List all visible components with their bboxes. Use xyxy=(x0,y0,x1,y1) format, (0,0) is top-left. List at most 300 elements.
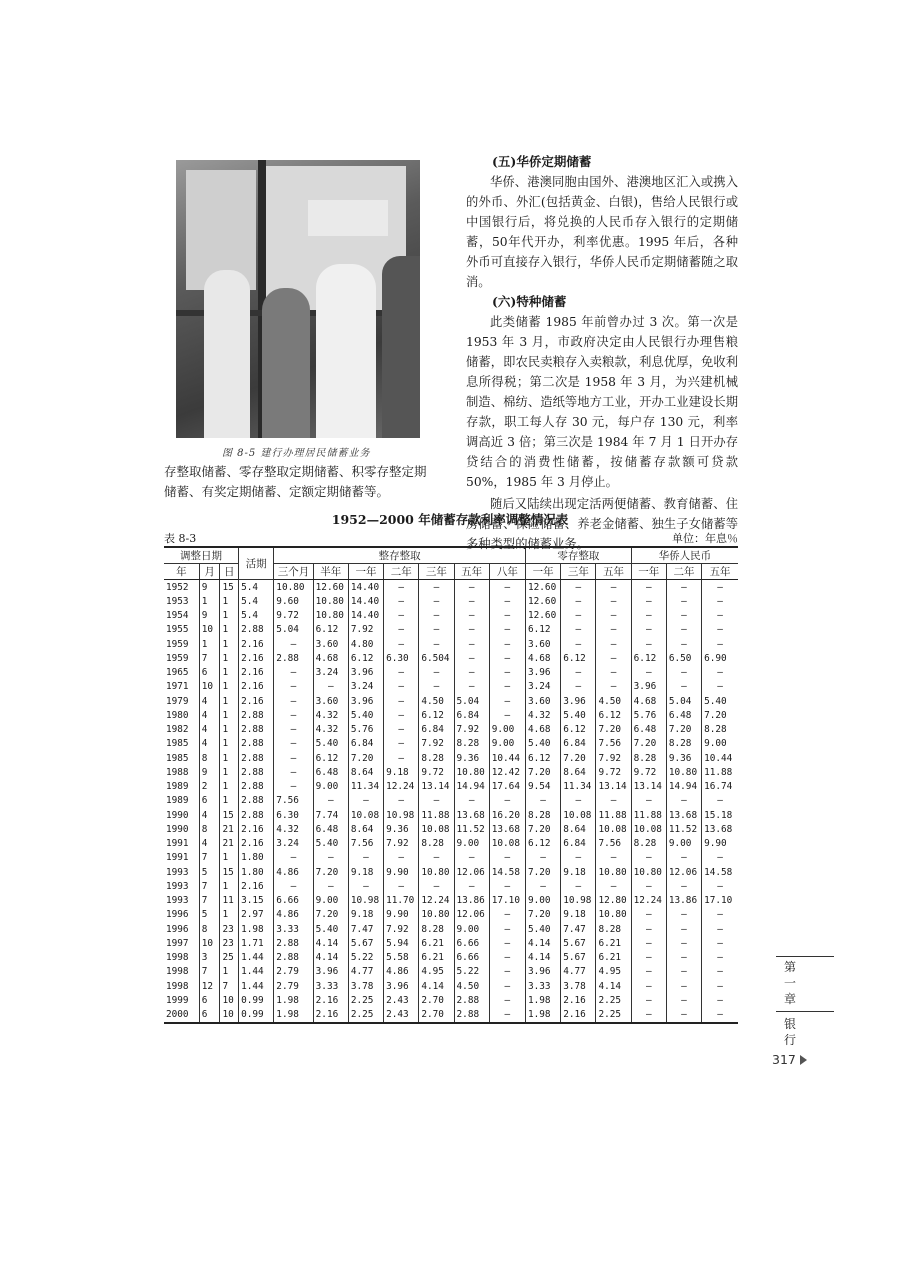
table-cell: 6 xyxy=(199,993,220,1007)
table-cell: — xyxy=(702,922,738,936)
table-cell: — xyxy=(384,751,419,765)
table-cell: 7.92 xyxy=(384,922,419,936)
table-cell: 4 xyxy=(199,708,220,722)
table-cell: 4.14 xyxy=(596,979,631,993)
table-row xyxy=(164,651,738,665)
table-cell: 8.28 xyxy=(526,808,561,822)
subheader-cell: 月 xyxy=(199,564,220,580)
table-cell: 8.64 xyxy=(561,765,596,779)
table-cell: 5.40 xyxy=(526,737,561,751)
table-cell: 1 xyxy=(220,637,239,651)
table-cell: 1 xyxy=(220,723,239,737)
table-cell: 9.36 xyxy=(666,751,701,765)
table-cell: 7.20 xyxy=(348,751,383,765)
table-cell: 1953 xyxy=(166,595,189,607)
table-cell: — xyxy=(419,666,454,680)
interest-rate-table xyxy=(164,546,738,1024)
table-cell: 2.88 xyxy=(274,951,313,965)
table-cell: 11 xyxy=(220,894,239,908)
table-cell: — xyxy=(489,979,525,993)
table-cell: 9.00 xyxy=(313,780,348,794)
table-cell: — xyxy=(596,637,631,651)
table-cell: — xyxy=(489,623,525,637)
table-cell: 2.43 xyxy=(384,1008,419,1023)
table-cell: 4.77 xyxy=(348,965,383,979)
table-cell: 12.60 xyxy=(313,580,348,595)
table-cell: 1952 xyxy=(166,581,189,593)
table-cell: 10.80 xyxy=(313,594,348,608)
table-cell: 8 xyxy=(199,922,220,936)
table-cell: 7 xyxy=(199,879,220,893)
table-cell: 7.92 xyxy=(384,837,419,851)
table-cell: 10.80 xyxy=(419,865,454,879)
table-cell: 4.68 xyxy=(631,694,666,708)
table-cell: 3.78 xyxy=(561,979,596,993)
table-cell: 6.66 xyxy=(454,951,489,965)
table-row xyxy=(164,894,738,908)
table-cell: — xyxy=(666,993,701,1007)
table-cell: 10.98 xyxy=(348,894,383,908)
table-cell: — xyxy=(313,851,348,865)
table-cell: 3.60 xyxy=(526,637,561,651)
table-cell: 4 xyxy=(199,808,220,822)
table-cell: — xyxy=(561,666,596,680)
table-cell: 1959 xyxy=(166,652,189,664)
table-cell: — xyxy=(666,794,701,808)
table-cell: 6.84 xyxy=(348,737,383,751)
table-cell: — xyxy=(489,580,525,595)
table-cell: — xyxy=(596,623,631,637)
table-cell: 12.24 xyxy=(631,894,666,908)
table-cell: — xyxy=(489,651,525,665)
table-cell: — xyxy=(313,879,348,893)
table-cell: — xyxy=(489,666,525,680)
table-cell: 11.88 xyxy=(631,808,666,822)
table-cell: — xyxy=(702,680,738,694)
table-cell: 10 xyxy=(199,623,220,637)
table-cell: 0.99 xyxy=(239,993,274,1007)
table-cell: 9.36 xyxy=(384,822,419,836)
table-cell: 2.88 xyxy=(454,993,489,1007)
section-body: 此类储蓄 1985 年前曾办过 3 次。第一次是 1953 年 3 月，市政府决定由人民银行办理售粮储蓄，即农民卖粮存入卖粮款，利息优厚，免收利息所得税；第二次是 1958 年 3 月，为兴建机械制造、棉纺、造纸等地方工业，开办工业建设长期存款，职工每人存 30 元，每户存 130 元，利率调高近 3 倍；第三次是 1984 年 7 月 1 日开办存贷结合的消费性储蓄，按储蓄存款额可贷款 50%，1985 年 3 月停止。 xyxy=(466,315,738,489)
table-cell: 12.60 xyxy=(526,594,561,608)
table-cell: 10.80 xyxy=(274,580,313,595)
table-cell: 6.21 xyxy=(596,936,631,950)
subheader-cell: 三个月 xyxy=(274,564,313,580)
table-cell: 1 xyxy=(220,737,239,751)
page-number-text: 317 xyxy=(772,1052,796,1067)
table-cell: 1993 xyxy=(166,895,189,907)
table-cell: — xyxy=(454,637,489,651)
table-cell: 2.97 xyxy=(239,908,274,922)
chapter-label: 第一章 xyxy=(784,960,797,1006)
table-cell: 3.96 xyxy=(348,694,383,708)
table-cell: — xyxy=(702,637,738,651)
table-cell: 2.16 xyxy=(239,879,274,893)
header-lump-sum: 整存整取 xyxy=(274,547,526,564)
table-cell: 6 xyxy=(199,1008,220,1023)
table-cell: 8.64 xyxy=(348,765,383,779)
table-cell: 8.28 xyxy=(419,922,454,936)
table-cell: 14.58 xyxy=(702,865,738,879)
table-cell: — xyxy=(419,851,454,865)
table-cell: — xyxy=(419,879,454,893)
table-cell: 10.44 xyxy=(489,751,525,765)
table-row xyxy=(164,965,738,979)
table-cell: — xyxy=(631,993,666,1007)
table-cell: 6 xyxy=(199,666,220,680)
table-cell: 6.84 xyxy=(561,837,596,851)
table-cell: 1959 xyxy=(166,638,189,650)
table-cell: 5.04 xyxy=(666,694,701,708)
table-cell: 9.90 xyxy=(702,837,738,851)
table-cell: 10.08 xyxy=(419,822,454,836)
table-cell: 25 xyxy=(220,951,239,965)
table-cell: 2.43 xyxy=(384,993,419,1007)
table-cell: 10.80 xyxy=(666,765,701,779)
table-cell: 1 xyxy=(220,780,239,794)
table-cell: 4.50 xyxy=(454,979,489,993)
table-cell: — xyxy=(384,708,419,722)
table-cell: 7 xyxy=(199,651,220,665)
table-cell: 12 xyxy=(199,979,220,993)
table-cell: 3.60 xyxy=(313,637,348,651)
table-cell: 10.08 xyxy=(596,822,631,836)
table-cell: 17.10 xyxy=(489,894,525,908)
table-cell: 2.88 xyxy=(454,1008,489,1023)
table-cell: 3.60 xyxy=(526,694,561,708)
table-cell: 12.06 xyxy=(454,865,489,879)
table-cell: — xyxy=(666,979,701,993)
table-row xyxy=(164,737,738,751)
table-cell: 3.78 xyxy=(348,979,383,993)
table-cell: 3.96 xyxy=(526,965,561,979)
table-cell: 12.80 xyxy=(596,894,631,908)
table-cell: 2.25 xyxy=(596,993,631,1007)
table-cell: 16.20 xyxy=(489,808,525,822)
table-cell: — xyxy=(489,680,525,694)
table-cell: — xyxy=(631,951,666,965)
table-cell: — xyxy=(454,580,489,595)
table-cell: 17.64 xyxy=(489,780,525,794)
subheader-cell: 三年 xyxy=(561,564,596,580)
table-cell: 4.32 xyxy=(313,723,348,737)
table-cell: 2.70 xyxy=(419,993,454,1007)
table-cell: — xyxy=(274,694,313,708)
table-cell: — xyxy=(313,680,348,694)
table-cell: 4.95 xyxy=(596,965,631,979)
table-cell: — xyxy=(274,765,313,779)
table-cell: 2.16 xyxy=(239,694,274,708)
table-cell: 1990 xyxy=(166,809,189,821)
table-cell: 6.48 xyxy=(313,822,348,836)
table-cell: — xyxy=(666,609,701,623)
table-cell: 1 xyxy=(220,594,239,608)
table-cell: 1.98 xyxy=(526,1008,561,1023)
table-cell: 16.74 xyxy=(702,780,738,794)
table-row xyxy=(164,580,738,595)
table-cell: 1 xyxy=(220,879,239,893)
table-cell: 13.68 xyxy=(454,808,489,822)
table-cell: 2.88 xyxy=(239,737,274,751)
table-cell: — xyxy=(702,979,738,993)
table-cell: — xyxy=(596,851,631,865)
table-cell: 7 xyxy=(199,965,220,979)
table-cell: — xyxy=(274,737,313,751)
table-cell: 1 xyxy=(220,851,239,865)
header-date: 调整日期 xyxy=(164,547,239,564)
table-cell: 2.79 xyxy=(274,965,313,979)
table-cell: — xyxy=(702,666,738,680)
table-cell: 2.16 xyxy=(313,993,348,1007)
table-cell: 6.12 xyxy=(313,623,348,637)
table-cell: — xyxy=(489,851,525,865)
table-cell: 6.66 xyxy=(454,936,489,950)
table-cell: — xyxy=(384,723,419,737)
table-row xyxy=(164,851,738,865)
table-cell: 1 xyxy=(220,965,239,979)
table-cell: — xyxy=(631,1008,666,1023)
table-cell: 6.30 xyxy=(384,651,419,665)
table-cell: 6.21 xyxy=(596,951,631,965)
closing-paragraph: 随后又陆续出现定活两便储蓄、教育储蓄、住房储蓄、保险储蓄、养老金储蓄、独生子女储蓄等多种类型的储蓄业务。 xyxy=(466,497,738,551)
table-cell: 6.48 xyxy=(313,765,348,779)
table-cell: 6.504 xyxy=(419,651,454,665)
table-cell: 5.40 xyxy=(313,922,348,936)
table-cell: 5.76 xyxy=(631,708,666,722)
table-cell: 13.14 xyxy=(631,780,666,794)
table-cell: 9.72 xyxy=(596,765,631,779)
table-cell: 10.98 xyxy=(384,808,419,822)
table-cell: 1998 xyxy=(166,980,189,992)
table-cell: — xyxy=(489,965,525,979)
table-cell: — xyxy=(596,879,631,893)
table-cell: 6.12 xyxy=(631,651,666,665)
table-cell: — xyxy=(631,936,666,950)
table-cell: 0.99 xyxy=(239,1008,274,1023)
table-cell: 5.76 xyxy=(348,723,383,737)
table-cell: 1.98 xyxy=(239,922,274,936)
table-cell: 4 xyxy=(199,694,220,708)
table-cell: 6.21 xyxy=(419,951,454,965)
table-cell: — xyxy=(489,609,525,623)
table-cell: 4.80 xyxy=(348,637,383,651)
table-cell: 7 xyxy=(199,851,220,865)
table-cell: 9.90 xyxy=(384,865,419,879)
table-cell: 1 xyxy=(220,680,239,694)
table-cell: — xyxy=(489,794,525,808)
table-cell: — xyxy=(419,580,454,595)
table-cell: — xyxy=(274,751,313,765)
table-cell: 10.80 xyxy=(454,765,489,779)
table-cell: 12.06 xyxy=(666,865,701,879)
table-cell: 1999 xyxy=(166,994,189,1006)
table-cell: 3.96 xyxy=(526,666,561,680)
table-cell: 6.48 xyxy=(666,708,701,722)
table-cell: 5.22 xyxy=(454,965,489,979)
table-cell: 6.90 xyxy=(702,651,738,665)
table-cell: 5 xyxy=(199,908,220,922)
table-cell: 23 xyxy=(220,936,239,950)
table-cell: 6.12 xyxy=(526,623,561,637)
table-cell: 6.12 xyxy=(526,751,561,765)
table-cell: 4.77 xyxy=(561,965,596,979)
table-cell: — xyxy=(596,680,631,694)
table-row xyxy=(164,765,738,779)
table-cell: 11.70 xyxy=(384,894,419,908)
table-cell: 14.94 xyxy=(454,780,489,794)
section-heading: (五)华侨定期储蓄 xyxy=(492,154,592,169)
table-cell: 8.28 xyxy=(596,922,631,936)
table-cell: 7 xyxy=(199,894,220,908)
table-cell: 6.21 xyxy=(419,936,454,950)
table-cell: — xyxy=(631,979,666,993)
table-cell: — xyxy=(702,993,738,1007)
table-cell: 7.92 xyxy=(596,751,631,765)
table-cell: 4 xyxy=(199,737,220,751)
table-cell: — xyxy=(348,879,383,893)
table-cell: 13.68 xyxy=(666,808,701,822)
table-cell: — xyxy=(596,651,631,665)
table-cell: 1989 xyxy=(166,781,189,793)
table-cell: 3.96 xyxy=(384,979,419,993)
table-cell: 1991 xyxy=(166,852,189,864)
table-cell: — xyxy=(526,879,561,893)
table-cell: 1 xyxy=(220,623,239,637)
table-cell: — xyxy=(526,794,561,808)
table-cell: 7.20 xyxy=(526,765,561,779)
table-cell: — xyxy=(489,708,525,722)
subheader-cell: 二年 xyxy=(384,564,419,580)
table-cell: — xyxy=(666,908,701,922)
table-cell: — xyxy=(274,780,313,794)
table-cell: 6.66 xyxy=(274,894,313,908)
table-cell: — xyxy=(419,594,454,608)
table-cell: 11.88 xyxy=(596,808,631,822)
table-cell: 1996 xyxy=(166,923,189,935)
table-cell: 7.20 xyxy=(313,865,348,879)
table-cell: 5.22 xyxy=(348,951,383,965)
table-cell: — xyxy=(274,680,313,694)
section-heading: (六)特种储蓄 xyxy=(492,294,567,309)
table-cell: 10.80 xyxy=(313,609,348,623)
table-cell: 5.4 xyxy=(239,580,274,595)
table-cell: — xyxy=(666,922,701,936)
table-cell: 2.79 xyxy=(274,979,313,993)
table-cell: — xyxy=(489,993,525,1007)
table-cell: 1965 xyxy=(166,667,189,679)
table-cell: — xyxy=(596,794,631,808)
table-cell: 3.33 xyxy=(526,979,561,993)
table-cell: 12.60 xyxy=(526,609,561,623)
table-cell: — xyxy=(666,965,701,979)
table-cell: 9 xyxy=(199,765,220,779)
table-cell: 3.96 xyxy=(348,666,383,680)
table-cell: 21 xyxy=(220,837,239,851)
table-cell: 9.00 xyxy=(702,737,738,751)
table-cell: 8.28 xyxy=(454,737,489,751)
table-cell: — xyxy=(489,694,525,708)
table-cell: 6.30 xyxy=(274,808,313,822)
table-cell: 7.47 xyxy=(348,922,383,936)
table-cell: 3.33 xyxy=(274,922,313,936)
table-cell: — xyxy=(631,879,666,893)
table-cell: 2.16 xyxy=(313,1008,348,1023)
section-label: 银行 xyxy=(784,1017,797,1047)
table-cell: — xyxy=(561,794,596,808)
page-number xyxy=(772,1052,807,1067)
table-cell: 9.60 xyxy=(274,594,313,608)
table-cell: — xyxy=(348,851,383,865)
table-cell: 4.14 xyxy=(313,936,348,950)
table-cell: — xyxy=(702,1008,738,1023)
table-title: 1952—2000 年储蓄存款利率调整情况表 xyxy=(331,512,569,527)
table-cell: — xyxy=(454,609,489,623)
table-cell: 5.4 xyxy=(239,609,274,623)
table-cell: 2.88 xyxy=(239,623,274,637)
table-cell: 9.00 xyxy=(526,894,561,908)
table-cell: — xyxy=(454,651,489,665)
table-cell: 9.72 xyxy=(631,765,666,779)
table-row xyxy=(164,637,738,651)
table-cell: — xyxy=(702,594,738,608)
table-row xyxy=(164,837,738,851)
table-cell: — xyxy=(384,666,419,680)
table-cell: — xyxy=(702,965,738,979)
table-cell: — xyxy=(702,851,738,865)
table-cell: — xyxy=(596,609,631,623)
table-cell: — xyxy=(666,623,701,637)
table-cell: 11.52 xyxy=(666,822,701,836)
table-cell: — xyxy=(561,594,596,608)
table-cell: 23 xyxy=(220,922,239,936)
table-cell: 2.88 xyxy=(274,651,313,665)
table-cell: — xyxy=(666,580,701,595)
table-cell: 4.68 xyxy=(526,651,561,665)
table-cell: 4.86 xyxy=(274,908,313,922)
table-cell: 7.56 xyxy=(348,837,383,851)
table-cell: 2.16 xyxy=(239,680,274,694)
table-cell: — xyxy=(384,879,419,893)
table-cell: 2.16 xyxy=(239,651,274,665)
table-cell: — xyxy=(666,637,701,651)
table-cell: — xyxy=(596,580,631,595)
table-row xyxy=(164,680,738,694)
table-cell: 6.50 xyxy=(666,651,701,665)
table-cell: — xyxy=(489,951,525,965)
table-row xyxy=(164,694,738,708)
table-cell: — xyxy=(384,851,419,865)
figure-caption: 图 8-5 建行办理居民储蓄业务 xyxy=(222,448,371,459)
table-cell: 14.94 xyxy=(666,780,701,794)
table-cell: 6.12 xyxy=(561,723,596,737)
table-cell: — xyxy=(702,794,738,808)
table-cell: 1997 xyxy=(166,937,189,949)
table-cell: — xyxy=(489,922,525,936)
table-cell: — xyxy=(384,637,419,651)
table-cell: — xyxy=(702,936,738,950)
table-cell: — xyxy=(419,637,454,651)
table-cell: 8.28 xyxy=(666,737,701,751)
table-cell: 1 xyxy=(220,765,239,779)
table-cell: 15 xyxy=(220,580,239,595)
table-cell: — xyxy=(702,879,738,893)
table-cell: 6.12 xyxy=(348,651,383,665)
table-cell: 4.14 xyxy=(419,979,454,993)
table-cell: — xyxy=(274,851,313,865)
table-cell: 8 xyxy=(199,822,220,836)
table-cell: 3.96 xyxy=(561,694,596,708)
